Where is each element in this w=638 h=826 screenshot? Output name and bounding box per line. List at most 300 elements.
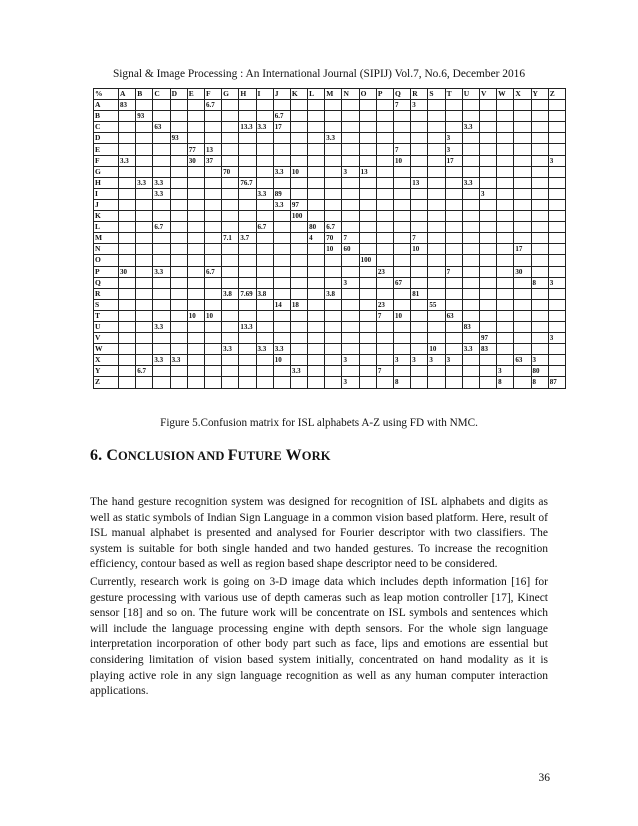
- matrix-cell: [153, 377, 170, 388]
- matrix-cell: [239, 211, 256, 222]
- matrix-column-header: U: [462, 89, 479, 100]
- matrix-cell: [187, 288, 204, 299]
- matrix-cell: [170, 333, 187, 344]
- matrix-cell: [548, 199, 565, 210]
- matrix-cell: [187, 199, 204, 210]
- matrix-row: [94, 266, 566, 277]
- matrix-cell: [222, 377, 239, 388]
- matrix-cell: [548, 299, 565, 310]
- matrix-cell: [479, 100, 496, 111]
- matrix-cell: [273, 288, 290, 299]
- matrix-cell: [325, 266, 342, 277]
- matrix-cell: [222, 355, 239, 366]
- matrix-cell: [119, 144, 136, 155]
- matrix-cell: [239, 333, 256, 344]
- matrix-row: [94, 333, 566, 344]
- matrix-cell: [170, 211, 187, 222]
- matrix-cell: [514, 321, 531, 332]
- matrix-cell: [359, 222, 376, 233]
- matrix-cell: [239, 133, 256, 144]
- matrix-cell: [256, 100, 273, 111]
- matrix-cell: [342, 177, 359, 188]
- matrix-cell: [187, 266, 204, 277]
- matrix-cell: [222, 277, 239, 288]
- matrix-cell: [428, 255, 445, 266]
- matrix-cell: [342, 199, 359, 210]
- matrix-cell: [428, 155, 445, 166]
- matrix-cell: [548, 310, 565, 321]
- matrix-cell: [325, 321, 342, 332]
- matrix-cell: [497, 111, 514, 122]
- matrix-cell: [153, 310, 170, 321]
- matrix-cell: [376, 122, 393, 133]
- matrix-cell: [136, 144, 153, 155]
- matrix-cell: [462, 255, 479, 266]
- matrix-cell: 8: [497, 377, 514, 388]
- matrix-cell: [445, 333, 462, 344]
- matrix-cell: 3.8: [222, 288, 239, 299]
- matrix-cell: [170, 177, 187, 188]
- matrix-column-header: N: [342, 89, 359, 100]
- matrix-row: [94, 122, 566, 133]
- matrix-row: [94, 222, 566, 233]
- matrix-cell: [187, 355, 204, 366]
- matrix-cell: [170, 310, 187, 321]
- matrix-column-header: P: [376, 89, 393, 100]
- matrix-cell: [479, 155, 496, 166]
- matrix-cell: 10: [290, 166, 307, 177]
- matrix-row-header: B: [94, 111, 119, 122]
- matrix-cell: [325, 177, 342, 188]
- matrix-column-header: Z: [548, 89, 565, 100]
- matrix-cell: [273, 133, 290, 144]
- matrix-cell: [548, 288, 565, 299]
- matrix-cell: [290, 233, 307, 244]
- matrix-cell: [136, 266, 153, 277]
- matrix-cell: [290, 111, 307, 122]
- matrix-cell: 7: [411, 233, 428, 244]
- matrix-cell: 7.69: [239, 288, 256, 299]
- matrix-cell: [359, 244, 376, 255]
- matrix-cell: [170, 144, 187, 155]
- matrix-cell: [308, 244, 325, 255]
- matrix-cell: [462, 355, 479, 366]
- matrix-cell: [531, 188, 548, 199]
- matrix-cell: [153, 288, 170, 299]
- matrix-cell: 6.7: [325, 222, 342, 233]
- matrix-column-header: S: [428, 89, 445, 100]
- matrix-cell: [342, 155, 359, 166]
- matrix-cell: [479, 133, 496, 144]
- matrix-cell: [462, 199, 479, 210]
- matrix-cell: [411, 111, 428, 122]
- matrix-cell: [342, 266, 359, 277]
- matrix-cell: [531, 166, 548, 177]
- matrix-cell: [514, 233, 531, 244]
- matrix-row-header: H: [94, 177, 119, 188]
- matrix-cell: [479, 122, 496, 133]
- matrix-cell: [273, 377, 290, 388]
- matrix-cell: 3.3: [153, 266, 170, 277]
- matrix-cell: [394, 288, 411, 299]
- matrix-cell: 67: [394, 277, 411, 288]
- matrix-cell: [359, 122, 376, 133]
- matrix-cell: [497, 133, 514, 144]
- section-heading: 6. CONCLUSION AND FUTURE WORK: [90, 447, 331, 464]
- matrix-cell: [204, 244, 221, 255]
- matrix-cell: 83: [479, 344, 496, 355]
- matrix-row-header: A: [94, 100, 119, 111]
- matrix-cell: [170, 100, 187, 111]
- matrix-cell: [428, 333, 445, 344]
- matrix-cell: [411, 199, 428, 210]
- matrix-cell: [153, 255, 170, 266]
- matrix-cell: 70: [222, 166, 239, 177]
- matrix-cell: [256, 266, 273, 277]
- matrix-cell: [497, 155, 514, 166]
- matrix-cell: [187, 111, 204, 122]
- matrix-cell: [445, 222, 462, 233]
- matrix-cell: [359, 288, 376, 299]
- matrix-cell: [170, 122, 187, 133]
- matrix-cell: [548, 166, 565, 177]
- matrix-cell: [170, 111, 187, 122]
- matrix-cell: 30: [119, 266, 136, 277]
- matrix-cell: [514, 177, 531, 188]
- matrix-cell: [411, 222, 428, 233]
- matrix-cell: [222, 155, 239, 166]
- matrix-cell: [204, 321, 221, 332]
- matrix-row: [94, 144, 566, 155]
- matrix-cell: [187, 244, 204, 255]
- matrix-cell: 6.7: [153, 222, 170, 233]
- matrix-cell: 97: [479, 333, 496, 344]
- matrix-cell: 3: [428, 355, 445, 366]
- matrix-cell: [411, 255, 428, 266]
- matrix-cell: 3: [445, 133, 462, 144]
- matrix-cell: [153, 166, 170, 177]
- matrix-cell: 80: [531, 366, 548, 377]
- matrix-cell: [153, 111, 170, 122]
- matrix-cell: [273, 155, 290, 166]
- matrix-cell: [187, 277, 204, 288]
- matrix-cell: [136, 255, 153, 266]
- matrix-row-header: R: [94, 288, 119, 299]
- matrix-cell: [376, 211, 393, 222]
- matrix-cell: [394, 333, 411, 344]
- matrix-cell: 3.3: [273, 199, 290, 210]
- matrix-cell: [479, 277, 496, 288]
- matrix-cell: [548, 355, 565, 366]
- matrix-row: [94, 111, 566, 122]
- matrix-cell: [479, 366, 496, 377]
- matrix-cell: [170, 321, 187, 332]
- matrix-cell: [273, 244, 290, 255]
- matrix-cell: [445, 299, 462, 310]
- matrix-cell: 80: [308, 222, 325, 233]
- matrix-cell: [204, 333, 221, 344]
- matrix-cell: [479, 166, 496, 177]
- matrix-row-header: I: [94, 188, 119, 199]
- matrix-cell: [462, 133, 479, 144]
- matrix-cell: [497, 299, 514, 310]
- matrix-cell: [256, 166, 273, 177]
- matrix-cell: 3: [342, 355, 359, 366]
- matrix-cell: [204, 222, 221, 233]
- matrix-row: [94, 366, 566, 377]
- matrix-cell: [359, 333, 376, 344]
- matrix-cell: [497, 222, 514, 233]
- matrix-cell: [187, 255, 204, 266]
- matrix-cell: 10: [204, 310, 221, 321]
- matrix-cell: [394, 299, 411, 310]
- matrix-cell: [256, 310, 273, 321]
- matrix-cell: [445, 166, 462, 177]
- matrix-cell: [462, 288, 479, 299]
- matrix-cell: [204, 255, 221, 266]
- matrix-cell: [222, 310, 239, 321]
- matrix-cell: [497, 199, 514, 210]
- matrix-cell: [239, 100, 256, 111]
- matrix-cell: [394, 188, 411, 199]
- matrix-cell: [359, 233, 376, 244]
- matrix-cell: [204, 344, 221, 355]
- matrix-cell: [394, 366, 411, 377]
- matrix-cell: [256, 333, 273, 344]
- matrix-cell: [290, 155, 307, 166]
- matrix-cell: [119, 122, 136, 133]
- matrix-cell: [462, 366, 479, 377]
- matrix-cell: [359, 321, 376, 332]
- matrix-cell: [411, 277, 428, 288]
- matrix-cell: 13: [204, 144, 221, 155]
- matrix-cell: [222, 244, 239, 255]
- matrix-cell: [136, 344, 153, 355]
- matrix-cell: 6.7: [204, 100, 221, 111]
- matrix-cell: [187, 333, 204, 344]
- matrix-cell: [308, 299, 325, 310]
- matrix-cell: [239, 344, 256, 355]
- matrix-cell: [497, 277, 514, 288]
- matrix-cell: 10: [325, 244, 342, 255]
- matrix-row-header: S: [94, 299, 119, 310]
- matrix-row-header: X: [94, 355, 119, 366]
- matrix-column-header: A: [119, 89, 136, 100]
- matrix-cell: [376, 377, 393, 388]
- matrix-cell: [462, 233, 479, 244]
- matrix-cell: [411, 377, 428, 388]
- matrix-cell: [204, 211, 221, 222]
- matrix-column-header: R: [411, 89, 428, 100]
- matrix-cell: [479, 233, 496, 244]
- matrix-row: [94, 233, 566, 244]
- matrix-cell: 6.7: [256, 222, 273, 233]
- matrix-row: [94, 321, 566, 332]
- matrix-cell: [239, 366, 256, 377]
- matrix-cell: [376, 233, 393, 244]
- matrix-cell: [497, 333, 514, 344]
- matrix-cell: 7: [342, 233, 359, 244]
- matrix-cell: [342, 133, 359, 144]
- matrix-cell: 6.7: [136, 366, 153, 377]
- matrix-cell: [411, 188, 428, 199]
- matrix-cell: [204, 111, 221, 122]
- matrix-cell: [290, 122, 307, 133]
- matrix-cell: [479, 255, 496, 266]
- matrix-cell: [376, 222, 393, 233]
- matrix-column-header: X: [514, 89, 531, 100]
- matrix-cell: 97: [290, 199, 307, 210]
- matrix-cell: [308, 100, 325, 111]
- matrix-cell: [479, 266, 496, 277]
- matrix-cell: 3.3: [256, 344, 273, 355]
- matrix-row: [94, 166, 566, 177]
- matrix-cell: 6.7: [204, 266, 221, 277]
- matrix-cell: [170, 188, 187, 199]
- matrix-cell: [290, 344, 307, 355]
- matrix-cell: 23: [376, 266, 393, 277]
- matrix-corner-cell: %: [94, 89, 119, 100]
- matrix-cell: [479, 321, 496, 332]
- matrix-cell: [239, 299, 256, 310]
- matrix-cell: 3.3: [222, 344, 239, 355]
- matrix-cell: [290, 321, 307, 332]
- matrix-cell: [342, 100, 359, 111]
- matrix-cell: 87: [548, 377, 565, 388]
- matrix-cell: [514, 122, 531, 133]
- matrix-column-header: O: [359, 89, 376, 100]
- matrix-cell: [479, 222, 496, 233]
- matrix-cell: [548, 188, 565, 199]
- matrix-cell: 3: [548, 155, 565, 166]
- matrix-cell: [308, 144, 325, 155]
- matrix-row: [94, 310, 566, 321]
- matrix-cell: [222, 222, 239, 233]
- matrix-cell: [462, 211, 479, 222]
- matrix-cell: [239, 377, 256, 388]
- matrix-cell: [376, 177, 393, 188]
- matrix-column-header: L: [308, 89, 325, 100]
- matrix-column-header: K: [290, 89, 307, 100]
- matrix-cell: [479, 199, 496, 210]
- paragraph-future-work: Currently, research work is going on 3-D image data which includes depth information [16] for gesture processing with various use of depth cameras such as leap motion controller [17], Kinect sensor [18] and so on. The future work will be concentrate on ISL symbols and sentences which will include the language processing engine with depth sensors. For the whole sign language interpretation incorporation of other body part such as face, lips and emotions are essential but considering limitation of vision based system initially, concentrated on hand modality as it is playing active role in any sign language recognition as well as any human computer interaction applications.: [90, 576, 548, 698]
- matrix-cell: [359, 188, 376, 199]
- matrix-cell: [222, 333, 239, 344]
- matrix-cell: [428, 166, 445, 177]
- matrix-cell: 3: [548, 333, 565, 344]
- matrix-cell: [428, 177, 445, 188]
- matrix-cell: 3.3: [273, 166, 290, 177]
- matrix-cell: [548, 222, 565, 233]
- matrix-cell: [222, 177, 239, 188]
- matrix-cell: [153, 277, 170, 288]
- matrix-cell: [428, 366, 445, 377]
- matrix-cell: [273, 333, 290, 344]
- matrix-cell: [222, 299, 239, 310]
- matrix-cell: 10: [428, 344, 445, 355]
- matrix-cell: [170, 155, 187, 166]
- matrix-cell: 93: [136, 111, 153, 122]
- matrix-row: [94, 288, 566, 299]
- matrix-cell: [548, 144, 565, 155]
- matrix-cell: [342, 255, 359, 266]
- matrix-cell: [497, 188, 514, 199]
- matrix-row-header: N: [94, 244, 119, 255]
- matrix-cell: 3.3: [170, 355, 187, 366]
- matrix-cell: 10: [394, 310, 411, 321]
- matrix-cell: [548, 111, 565, 122]
- matrix-cell: [342, 366, 359, 377]
- matrix-cell: [479, 177, 496, 188]
- matrix-cell: [479, 111, 496, 122]
- paragraph-conclusion: The hand gesture recognition system was designed for recognition of ISL alphabets and digits as well as static symbols of Indian Sign Language in a common vision based platform. Here, result of ISL manual alphabet is presented and analysed for Fourier descriptor with two classifiers. The system is suitable for both single handed and two handed gestures. To increase the recognition efficiency, contour based as well as region based shape descriptor need to be considered.: [90, 496, 548, 571]
- matrix-cell: [187, 222, 204, 233]
- matrix-cell: [359, 366, 376, 377]
- matrix-cell: [531, 177, 548, 188]
- matrix-cell: 63: [153, 122, 170, 133]
- matrix-cell: [548, 133, 565, 144]
- matrix-cell: [308, 344, 325, 355]
- matrix-cell: [136, 122, 153, 133]
- matrix-cell: [428, 133, 445, 144]
- matrix-cell: 7.1: [222, 233, 239, 244]
- matrix-cell: [308, 321, 325, 332]
- matrix-row-header: Z: [94, 377, 119, 388]
- matrix-cell: [290, 310, 307, 321]
- matrix-cell: [256, 155, 273, 166]
- matrix-cell: [222, 321, 239, 332]
- matrix-cell: [548, 321, 565, 332]
- matrix-cell: 3: [411, 100, 428, 111]
- matrix-column-header: I: [256, 89, 273, 100]
- matrix-cell: [136, 355, 153, 366]
- matrix-row: [94, 199, 566, 210]
- matrix-cell: [342, 299, 359, 310]
- matrix-cell: 3.3: [273, 344, 290, 355]
- matrix-cell: [187, 177, 204, 188]
- matrix-cell: [187, 166, 204, 177]
- matrix-cell: [445, 199, 462, 210]
- matrix-cell: [204, 177, 221, 188]
- matrix-cell: [462, 333, 479, 344]
- matrix-cell: 3.3: [290, 366, 307, 377]
- matrix-cell: [411, 321, 428, 332]
- matrix-row: [94, 133, 566, 144]
- matrix-cell: [548, 255, 565, 266]
- matrix-cell: [170, 299, 187, 310]
- matrix-column-header: V: [479, 89, 496, 100]
- matrix-cell: [394, 244, 411, 255]
- matrix-cell: [170, 233, 187, 244]
- matrix-cell: [170, 222, 187, 233]
- matrix-cell: 7: [394, 100, 411, 111]
- matrix-cell: 10: [273, 355, 290, 366]
- matrix-row: [94, 244, 566, 255]
- matrix-cell: [187, 188, 204, 199]
- matrix-cell: [290, 188, 307, 199]
- matrix-cell: [479, 310, 496, 321]
- matrix-cell: [359, 133, 376, 144]
- matrix-cell: [394, 199, 411, 210]
- matrix-cell: 81: [411, 288, 428, 299]
- matrix-cell: [394, 122, 411, 133]
- matrix-cell: [376, 344, 393, 355]
- matrix-row-header: L: [94, 222, 119, 233]
- matrix-cell: 3.7: [239, 233, 256, 244]
- matrix-cell: 100: [359, 255, 376, 266]
- matrix-cell: [479, 244, 496, 255]
- matrix-cell: [170, 344, 187, 355]
